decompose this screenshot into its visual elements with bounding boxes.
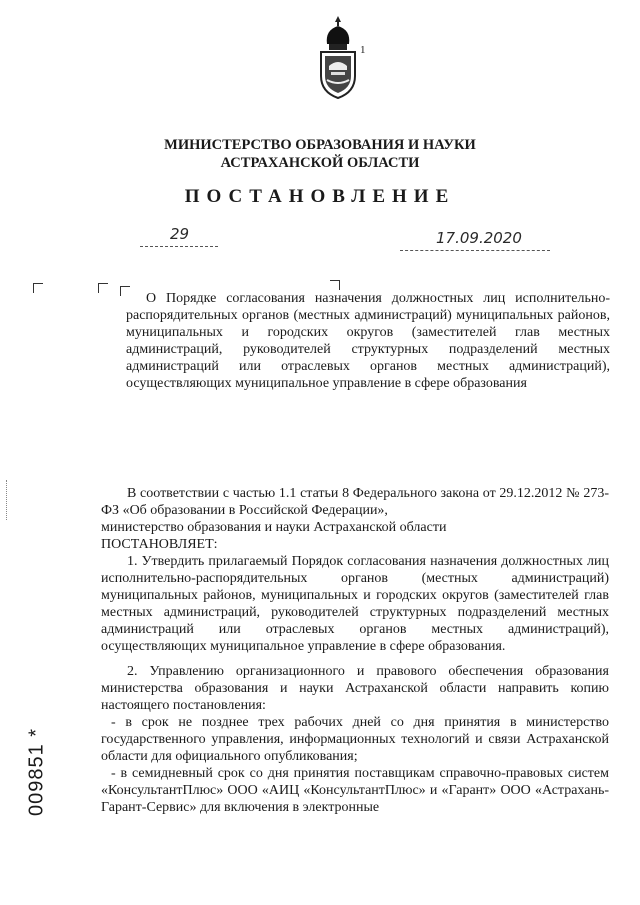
preamble-paragraph: В соответствии с частью 1.1 статьи 8 Федерального закона от 29.12.2012 № 273-ФЗ «Об образовании в Российской Федерации», [101, 486, 609, 518]
document-date: 17.09.2020 [436, 229, 522, 247]
item-2-paragraph: 2. Управлению организационного и правового обеспечения образования министерства образования и науки Астраханской области направить копию настоящего постановления: [101, 664, 609, 713]
item-2b-paragraph: - в семидневный срок со дня принятия поставщикам справочно-правовых систем «КонсультантПлюс» ООО «АИЦ «КонсультантПлюс» и «Гарант» ООО «Астрахань-Гарант-Сервис» для включения в электронные [101, 766, 609, 815]
registration-stamp [22, 722, 52, 822]
decree-word: ПОСТАНОВЛЯЕТ: [101, 537, 218, 552]
corner-mark-left [33, 283, 43, 293]
item-1-paragraph: 1. Утвердить прилагаемый Порядок согласования назначения должностных лиц исполнительно-распорядительных органов (местных администраций) муниципальных районов, муниципальных и городских округов (заместителей глав местных администраций, руководителей структурных подразделений местных администраций или отраслевых органов местных администраций), осуществляющих муниципальное управление в сфере образования. [101, 554, 609, 654]
coat-of-arms-emblem [313, 14, 363, 100]
item-2a-paragraph: - в срок не позднее трех рабочих дней со дня принятия в министерство государственного управления, информационных технологий и связи Астраханской области для официального опубликования; [101, 715, 609, 764]
corner-mark-right [330, 280, 340, 290]
document-number: 29 [170, 225, 190, 243]
registration-stamp-text: 009851 * [25, 727, 48, 817]
authority-line: министерство образования и науки Астраханской области [101, 520, 447, 535]
page-number: 1 [360, 44, 366, 56]
ministry-name-line1: МИНИСТЕРСТВО ОБРАЗОВАНИЯ И НАУКИ [164, 137, 476, 153]
document-body [101, 485, 609, 816]
corner-mark-mid [98, 283, 108, 293]
margin-dotted-line [6, 480, 9, 520]
document-subject [126, 290, 610, 392]
ministry-name-line2: АСТРАХАНСКОЙ ОБЛАСТИ [220, 155, 420, 171]
document-type-title: ПОСТАНОВЛЕНИЕ [184, 186, 456, 207]
subject-text: О Порядке согласования назначения должностных лиц исполнительно-распорядительных органов (местных администраций) муниципальных районов, муниципальных и городских округов (заместителей глав местных администраций, руководителей структурных подразделений местных администраций или отраслевых органов местных администраций), осуществляющих муниципальное управление в сфере образования [126, 291, 610, 391]
